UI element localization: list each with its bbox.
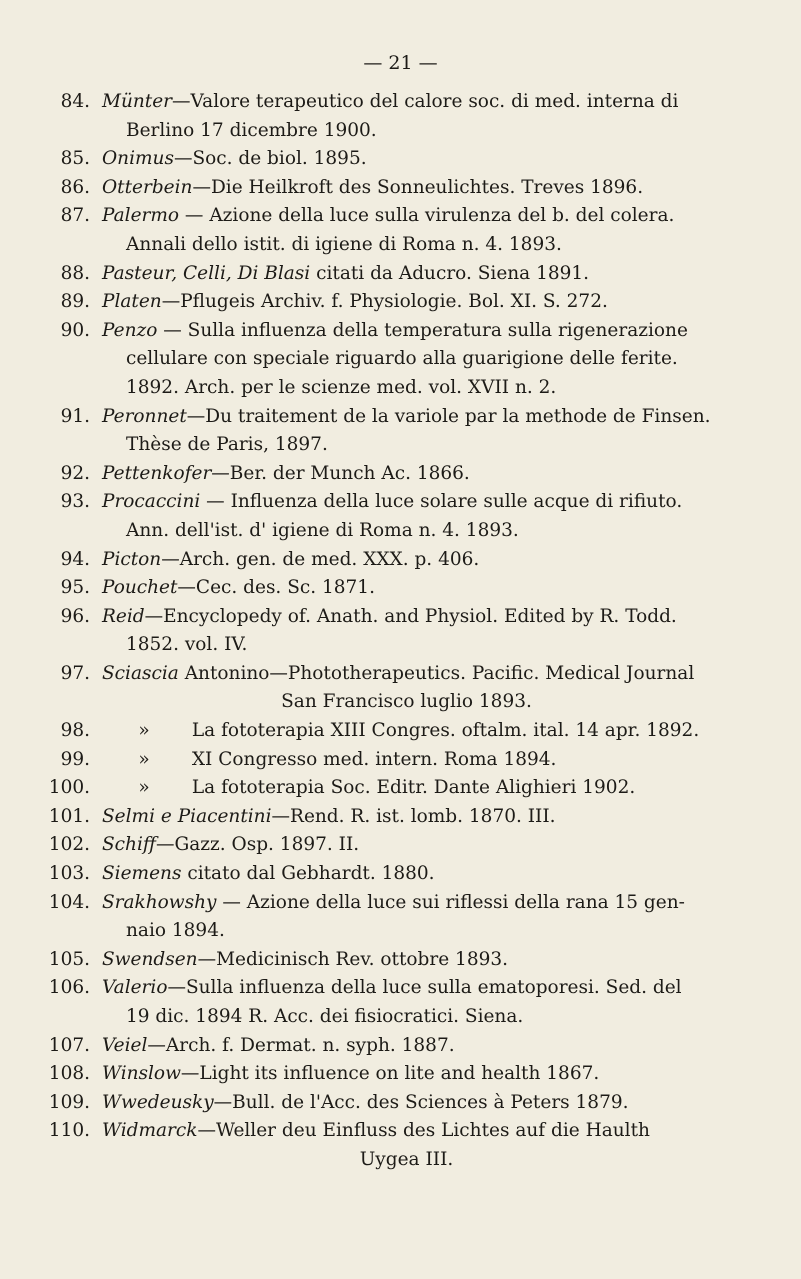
entry-text: Weller deu Einfluss des Lichtes auf die Haulth bbox=[215, 1120, 650, 1142]
entry-separator: — bbox=[216, 891, 247, 913]
bibliography-entry bbox=[0, 174, 801, 203]
entry-number: 94. bbox=[60, 548, 90, 570]
bibliography-entry bbox=[0, 288, 801, 317]
entry-continuation-line: San Francisco luglio 1893. bbox=[281, 691, 532, 713]
entry-continuation-line: cellulare con speciale riguardo alla guarigione delle ferite. bbox=[126, 348, 678, 370]
entry-text: La fototerapia Soc. Editr. Dante Alighieri 1902. bbox=[191, 777, 636, 799]
bibliography-entry bbox=[0, 1032, 801, 1061]
entry-separator: — bbox=[271, 805, 291, 827]
entry-continuation-line: Uygea III. bbox=[359, 1148, 454, 1170]
entry-body bbox=[90, 803, 801, 832]
entry-body bbox=[90, 546, 801, 575]
entry-body bbox=[90, 660, 801, 717]
entry-first-line bbox=[102, 1089, 751, 1118]
entry-author: Pouchet bbox=[102, 577, 178, 599]
entry-body bbox=[90, 974, 801, 1031]
entry-first-line bbox=[102, 403, 751, 432]
entry-continuation-line: naio 1894. bbox=[126, 920, 225, 942]
entry-author: Srakhowshy bbox=[102, 891, 217, 913]
entry-author: Sciascia bbox=[102, 662, 179, 684]
entry-first-line bbox=[102, 317, 751, 346]
entry-number: 106. bbox=[48, 977, 90, 999]
entry-number: 85. bbox=[60, 148, 90, 170]
bibliography-entry bbox=[0, 403, 801, 460]
entry-separator: — bbox=[161, 291, 181, 313]
bibliography-entry bbox=[0, 1117, 801, 1174]
entry-continuation-line: 1852. vol. IV. bbox=[126, 634, 248, 656]
entry-first-line bbox=[102, 260, 751, 289]
entry-number: 104. bbox=[48, 891, 90, 913]
entry-first-line bbox=[102, 774, 751, 803]
entry-text: Azione della luce sulla virulenza del b. del colera. bbox=[209, 205, 675, 227]
entry-text: Die Heilkroft des Sonneulichtes. Treves 1896. bbox=[210, 176, 644, 198]
entry-first-line bbox=[102, 1117, 751, 1146]
entry-number: 109. bbox=[48, 1091, 90, 1113]
bibliography-entry bbox=[0, 717, 801, 746]
bibliography-entry bbox=[0, 860, 801, 889]
entry-first-line bbox=[102, 803, 751, 832]
entry-first-line bbox=[102, 1032, 751, 1061]
entry-text: XI Congresso med. intern. Roma 1894. bbox=[191, 748, 557, 770]
entry-text: Cec. des. Sc. 1871. bbox=[195, 577, 375, 599]
entry-text: Antonino—Phototherapeutics. Pacific. Medical Journal bbox=[184, 662, 695, 684]
entry-text: La fototerapia XIII Congres. oftalm. ital. 14 apr. 1892. bbox=[191, 720, 700, 742]
entry-author: Schiff bbox=[102, 834, 156, 856]
entry-number: 103. bbox=[48, 863, 90, 885]
entry-text: Sulla influenza della luce sulla ematoporesi. Sed. del bbox=[185, 977, 682, 999]
entry-separator: — bbox=[192, 176, 211, 198]
entry-first-line bbox=[102, 660, 751, 689]
entry-body bbox=[90, 460, 801, 489]
entry-number: 108. bbox=[48, 1063, 90, 1085]
entry-body bbox=[90, 145, 801, 174]
entry-separator: — bbox=[167, 977, 186, 999]
bibliography-entry bbox=[0, 1060, 801, 1089]
entry-first-line bbox=[102, 88, 751, 117]
entry-author: Swendsen bbox=[102, 948, 198, 970]
entry-body bbox=[90, 746, 801, 775]
entry-text: Pflugeis Archiv. f. Physiologie. Bol. XI. S. 272. bbox=[180, 291, 608, 313]
entry-number: 95. bbox=[60, 577, 90, 599]
entry-text: Light its influence on lite and health 1867. bbox=[199, 1063, 600, 1085]
entry-author: Picton bbox=[102, 548, 162, 570]
entry-first-line bbox=[102, 831, 751, 860]
entry-continuation-line: Annali dello istit. di igiene di Roma n. 4. 1893. bbox=[126, 233, 562, 255]
entry-body bbox=[90, 946, 801, 975]
bibliography-entry bbox=[0, 145, 801, 174]
entry-number: 88. bbox=[60, 262, 90, 284]
entry-author: Veiel bbox=[102, 1034, 148, 1056]
ditto-mark: » bbox=[138, 777, 150, 799]
entry-separator: — bbox=[155, 834, 175, 856]
entry-text: Rend. R. ist. lomb. 1870. III. bbox=[290, 805, 556, 827]
entry-number: 90. bbox=[60, 319, 90, 341]
entry-author: Onimus bbox=[102, 148, 174, 170]
entry-number: 96. bbox=[60, 605, 90, 627]
entry-text: citato dal Gebhardt. 1880. bbox=[187, 863, 435, 885]
entry-number: 92. bbox=[60, 462, 90, 484]
entry-number: 93. bbox=[60, 491, 90, 513]
entry-first-line bbox=[102, 145, 751, 174]
entry-author: Münter bbox=[102, 91, 172, 112]
entry-first-line bbox=[102, 1060, 751, 1089]
entry-separator: — bbox=[144, 605, 164, 627]
entry-number: 91. bbox=[60, 405, 90, 427]
entry-separator: — bbox=[213, 1091, 233, 1113]
ditto-mark: » bbox=[138, 720, 150, 742]
entry-first-line bbox=[102, 717, 751, 746]
bibliography-entry bbox=[0, 460, 801, 489]
entry-number: 101. bbox=[48, 805, 90, 827]
entry-text: Du traitement de la variole par la methode de Finsen. bbox=[205, 405, 711, 427]
entry-body bbox=[90, 403, 801, 460]
entry-body bbox=[90, 574, 801, 603]
bibliography-list bbox=[0, 88, 801, 1175]
bibliography-entry bbox=[0, 260, 801, 289]
bibliography-entry bbox=[0, 202, 801, 259]
entry-body bbox=[90, 831, 801, 860]
entry-first-line bbox=[102, 974, 751, 1003]
entry-text: Arch. f. Dermat. n. syph. 1887. bbox=[165, 1034, 455, 1056]
entry-separator: — bbox=[180, 1063, 200, 1085]
entry-author: Reid bbox=[102, 605, 145, 627]
entry-separator: — bbox=[211, 462, 230, 484]
entry-continuation-line: Berlino 17 dicembre 1900. bbox=[126, 119, 377, 141]
entry-body bbox=[90, 860, 801, 889]
entry-author: Penzo bbox=[102, 319, 158, 341]
entry-body bbox=[90, 488, 801, 545]
entry-author: Pasteur, Celli, Di Blasi bbox=[102, 262, 311, 284]
entry-number: 105. bbox=[48, 948, 90, 970]
bibliography-entry bbox=[0, 660, 801, 717]
entry-separator: — bbox=[177, 577, 196, 599]
entry-text: Arch. gen. de med. XXX. p. 406. bbox=[179, 548, 480, 570]
entry-text: Valore terapeutico del calore soc. di med. interna di bbox=[190, 91, 679, 112]
bibliography-entry bbox=[0, 1089, 801, 1118]
entry-first-line bbox=[102, 889, 751, 918]
entry-author: Peronnet bbox=[102, 405, 187, 427]
bibliography-entry bbox=[0, 603, 801, 660]
entry-number: 84. bbox=[60, 91, 90, 112]
entry-text: Soc. de biol. 1895. bbox=[192, 148, 367, 170]
bibliography-entry bbox=[0, 488, 801, 545]
entry-separator: — bbox=[172, 91, 191, 112]
entry-author: Winslow bbox=[102, 1063, 181, 1085]
entry-body bbox=[90, 202, 801, 259]
entry-author: Procaccini bbox=[102, 491, 201, 513]
entry-author: Otterbein bbox=[102, 176, 193, 198]
entry-author: Valerio bbox=[102, 977, 168, 999]
entry-first-line bbox=[102, 460, 751, 489]
bibliography-entry bbox=[0, 803, 801, 832]
entry-first-line bbox=[102, 546, 751, 575]
entry-number: 102. bbox=[48, 834, 90, 856]
entry-body bbox=[90, 603, 801, 660]
entry-text: Ber. der Munch Ac. 1866. bbox=[229, 462, 470, 484]
entry-number: 110. bbox=[48, 1120, 90, 1142]
entry-first-line bbox=[102, 860, 751, 889]
entry-body bbox=[90, 174, 801, 203]
entry-body bbox=[90, 774, 801, 803]
entry-text: citati da Aducro. Siena 1891. bbox=[316, 262, 590, 284]
entry-separator: — bbox=[161, 548, 180, 570]
entry-body bbox=[90, 317, 801, 403]
entry-text: Medicinisch Rev. ottobre 1893. bbox=[216, 948, 509, 970]
entry-number: 98. bbox=[60, 720, 90, 742]
entry-body bbox=[90, 1117, 801, 1174]
entry-text: Influenza della luce solare sulle acque di rifiuto. bbox=[230, 491, 683, 513]
entry-author: Pettenkofer bbox=[102, 462, 212, 484]
entry-first-line bbox=[102, 574, 751, 603]
entry-author: Platen bbox=[102, 291, 162, 313]
entry-separator: — bbox=[200, 491, 231, 513]
entry-continuation-line: Thèse de Paris, 1897. bbox=[126, 434, 328, 456]
entry-number: 86. bbox=[60, 176, 90, 198]
entry-text: Azione della luce sui riflessi della rana 15 gen- bbox=[246, 891, 685, 913]
entry-first-line bbox=[102, 202, 751, 231]
entry-number: 89. bbox=[60, 291, 90, 313]
bibliography-entry bbox=[0, 889, 801, 946]
entry-number: 87. bbox=[60, 205, 90, 227]
entry-author: Wwedeusky bbox=[102, 1091, 214, 1113]
entry-body bbox=[90, 717, 801, 746]
entry-number: 107. bbox=[48, 1034, 90, 1056]
entry-continuation-line: 1892. Arch. per le scienze med. vol. XVII n. 2. bbox=[126, 376, 557, 398]
entry-body bbox=[90, 889, 801, 946]
entry-number: 97. bbox=[60, 662, 90, 684]
entry-first-line bbox=[102, 288, 751, 317]
entry-separator: — bbox=[147, 1034, 166, 1056]
entry-number: 99. bbox=[60, 748, 90, 770]
entry-author: Widmarck bbox=[102, 1120, 198, 1142]
entry-continuation-line: Ann. dell'ist. d' igiene di Roma n. 4. 1893. bbox=[126, 519, 519, 541]
entry-first-line bbox=[102, 746, 751, 775]
bibliography-entry bbox=[0, 974, 801, 1031]
bibliography-entry bbox=[0, 574, 801, 603]
entry-text: Bull. de l'Acc. des Sciences à Peters 1879. bbox=[232, 1091, 629, 1113]
entry-body bbox=[90, 288, 801, 317]
entry-separator: — bbox=[186, 405, 206, 427]
entry-continuation-line: 19 dic. 1894 R. Acc. dei fisiocratici. Siena. bbox=[126, 1006, 524, 1027]
entry-author: Palermo bbox=[102, 205, 180, 227]
entry-first-line bbox=[102, 946, 751, 975]
entry-number: 100. bbox=[48, 777, 90, 799]
entry-separator: — bbox=[173, 148, 193, 170]
entry-separator: — bbox=[197, 1120, 216, 1142]
entry-body bbox=[90, 1032, 801, 1061]
ditto-mark: » bbox=[138, 748, 150, 770]
entry-body bbox=[90, 88, 801, 145]
bibliography-entry bbox=[0, 946, 801, 975]
bibliography-entry bbox=[0, 88, 801, 145]
page-number: — 21 — bbox=[363, 52, 438, 74]
entry-text: Sulla influenza della temperatura sulla rigenerazione bbox=[187, 319, 688, 341]
bibliography-entry bbox=[0, 774, 801, 803]
entry-author: Selmi e Piacentini bbox=[102, 805, 272, 827]
entry-separator: — bbox=[197, 948, 217, 970]
bibliography-entry bbox=[0, 831, 801, 860]
entry-text: Gazz. Osp. 1897. II. bbox=[174, 834, 360, 856]
bibliography-entry bbox=[0, 317, 801, 403]
entry-author: Siemens bbox=[102, 863, 182, 885]
entry-body bbox=[90, 1060, 801, 1089]
entry-first-line bbox=[102, 488, 751, 517]
entry-text: Encyclopedy of. Anath. and Physiol. Edited by R. Todd. bbox=[163, 605, 677, 627]
entry-first-line bbox=[102, 174, 751, 203]
entry-separator: — bbox=[179, 205, 210, 227]
entry-body bbox=[90, 1089, 801, 1118]
entry-separator: — bbox=[157, 319, 188, 341]
entry-body bbox=[90, 260, 801, 289]
bibliography-entry bbox=[0, 746, 801, 775]
entry-first-line bbox=[102, 603, 751, 632]
bibliography-entry bbox=[0, 546, 801, 575]
